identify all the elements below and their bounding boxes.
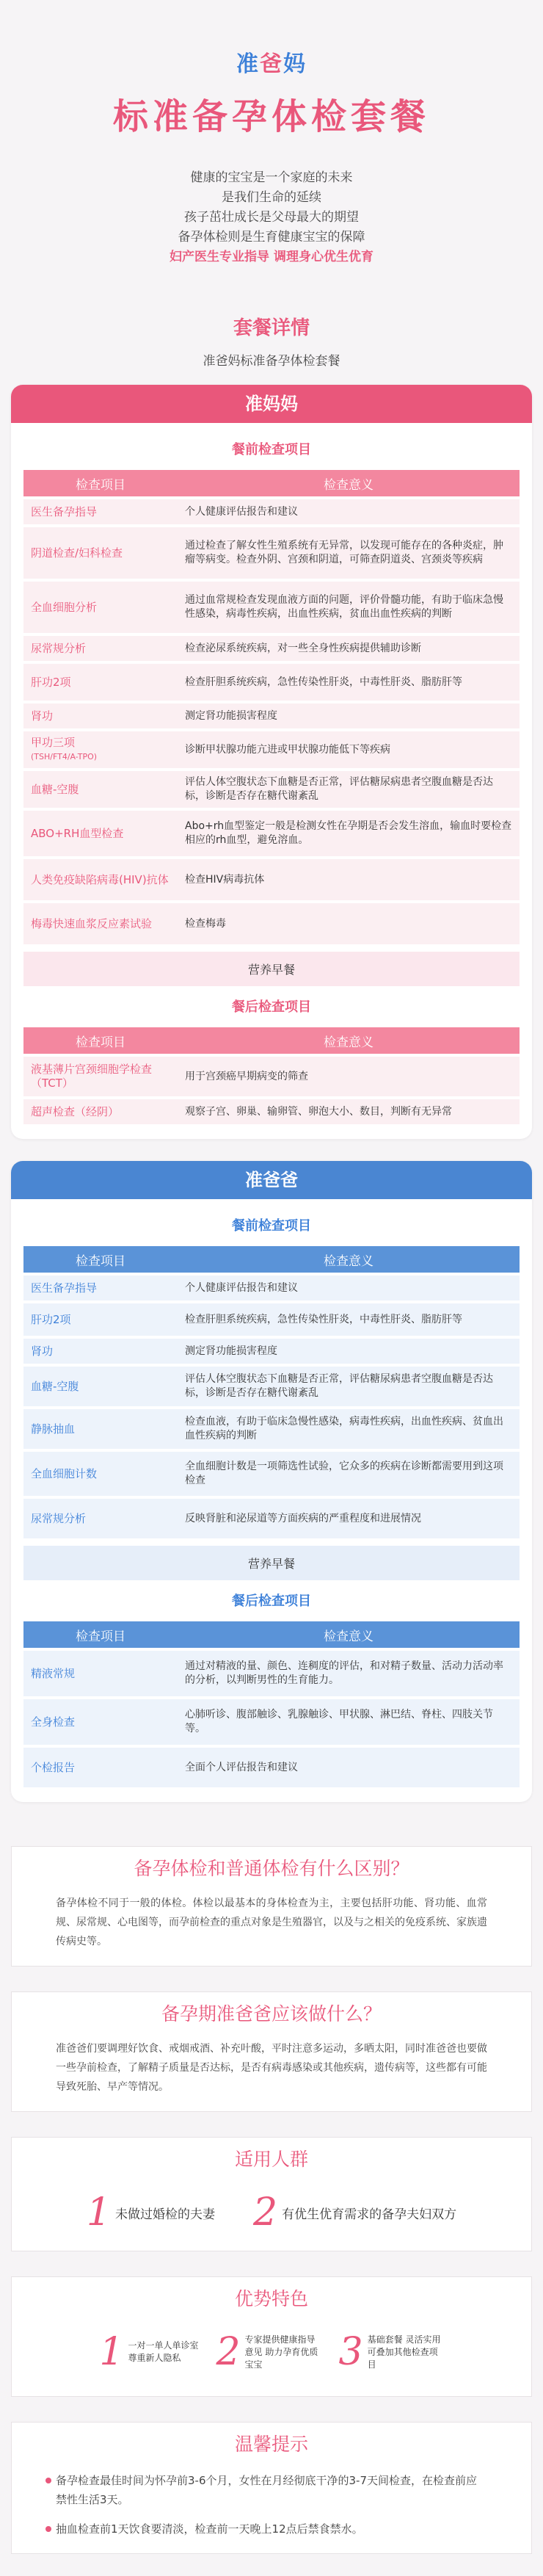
- item-text: 一对一单人单诊室 尊重新人隐私: [128, 2340, 199, 2363]
- brand-char-1: 准: [236, 51, 260, 77]
- table-row: [23, 859, 520, 900]
- row-meaning: Abo+rh血型鉴定一般是检测女性在孕期是否会发生溶血，输血时要检查相应的rh血型，避免溶血。: [178, 811, 520, 856]
- row-item-main: 甲功三项: [31, 736, 76, 749]
- row-meaning: 反映肾脏和泌尿道等方面疾病的严重程度和进展情况: [178, 1499, 520, 1538]
- row-item: 尿常规分析: [23, 1499, 178, 1538]
- suitable-item: [253, 2190, 456, 2235]
- table-row: [23, 1748, 520, 1787]
- slogan-line: 健康的宝宝是一个家庭的未来: [190, 170, 353, 185]
- item-text: 基础套餐 灵活实用 可叠加其他检查项目: [367, 2334, 441, 2370]
- row-item: ABO+RH血型检查: [23, 811, 178, 856]
- suitable-item: [87, 2190, 215, 2235]
- mom-card-title: 准妈妈: [11, 385, 532, 423]
- table-row: [23, 1409, 520, 1449]
- table-row: [23, 499, 520, 524]
- slogan-line: 是我们生命的延续: [222, 190, 321, 205]
- table-row: [23, 903, 520, 944]
- hero: [0, 0, 543, 369]
- slogan-line: 备孕体检则是生育健康宝宝的保障: [178, 230, 365, 245]
- col-meaning: 检查意义: [178, 1027, 520, 1054]
- dad-todo-title: 备孕期准爸爸应该做什么？: [161, 2003, 382, 2025]
- table-row: [23, 771, 520, 808]
- item-number: 2: [253, 2190, 278, 2235]
- row-item: 梅毒快速血浆反应素试验: [23, 903, 178, 944]
- table-row: [23, 1367, 520, 1406]
- row-meaning: 评估人体空腹状态下血糖是否正常，评估糖尿病患者空腹血糖是否达标，诊断是否存在糖代谢紊乱: [178, 771, 520, 808]
- brand-char-2: 爸: [260, 51, 283, 77]
- mom-pre-title: 餐前检查项目: [232, 442, 311, 457]
- mom-post-table: [23, 1024, 520, 1127]
- row-meaning: 通过检查了解女性生殖系统有无异常，以发现可能存在的各种炎症，肿瘤等病变。检查外阴、宫颈和阴道，可筛查阴道炎、宫颈炎等疾病: [178, 527, 520, 579]
- table-row: [23, 1276, 520, 1300]
- col-item: 检查项目: [23, 470, 178, 496]
- dad-nutrition: 营养早餐: [23, 1546, 520, 1580]
- package-subtitle: 准爸妈标准备孕体检套餐: [203, 354, 340, 369]
- table-row: [23, 1499, 520, 1538]
- table-row: [23, 1099, 520, 1124]
- row-item: 超声检查（经阴）: [23, 1099, 178, 1124]
- row-meaning: 检查梅毒: [178, 903, 520, 944]
- row-item: 肝功2项: [23, 1303, 178, 1336]
- diff-block: [11, 1846, 532, 1967]
- row-item: [23, 731, 178, 768]
- row-item: 医生备孕指导: [23, 499, 178, 524]
- bullet-dot-icon: [45, 2526, 51, 2532]
- row-item: 全身检查: [23, 1699, 178, 1745]
- row-item: 个检报告: [23, 1748, 178, 1787]
- col-meaning: 检查意义: [178, 1621, 520, 1648]
- row-meaning: 检查泌尿系统疾病，对一些全身性疾病提供辅助诊断: [178, 636, 520, 661]
- dad-todo-block: [11, 1991, 532, 2112]
- row-item: 阴道检查/妇科检查: [23, 527, 178, 579]
- bullet-dot-icon: [45, 2478, 51, 2483]
- tip-item: [12, 2519, 531, 2539]
- advantage-item: [99, 2330, 198, 2374]
- item-text: 未做过婚检的夫妻: [115, 2207, 215, 2222]
- dad-post-table: [23, 1618, 520, 1790]
- tips-block: [11, 2422, 532, 2554]
- row-meaning: 通过对精液的量、颜色、连稠度的评估，和对精子数量、活动力活动率的分析，以判断男性的生育能力。: [178, 1651, 520, 1696]
- dad-pre-title: 餐前检查项目: [232, 1218, 311, 1234]
- mom-post-title: 餐后检查项目: [232, 999, 311, 1015]
- row-meaning: 测定肾功能损害程度: [178, 703, 520, 728]
- item-number: 1: [86, 2190, 111, 2235]
- item-number: 3: [338, 2330, 363, 2374]
- dad-card: [11, 1161, 532, 1802]
- slogan-highlight: 妇产医生专业指导 调理身心优生优育: [170, 250, 373, 264]
- row-meaning: 个人健康评估报告和建议: [178, 499, 520, 524]
- row-item: 血糖-空腹: [23, 1367, 178, 1406]
- tips-title: 温馨提示: [234, 2434, 308, 2455]
- col-item: 检查项目: [23, 1027, 178, 1054]
- row-meaning: 通过血常规检查发现血液方面的问题，评价骨髓功能，有助于临床急慢性感染，病毒性疾病，出血性疾病，贫血出血性疾病的判断: [178, 582, 520, 633]
- advantage-title: 优势特色: [234, 2288, 308, 2309]
- bottom-spacer: [0, 2554, 543, 2576]
- brand-char-3: 妈: [283, 51, 307, 77]
- table-row: [23, 1303, 520, 1336]
- row-meaning: 用于宫颈癌早期病变的筛查: [178, 1057, 520, 1096]
- row-item: 静脉抽血: [23, 1409, 178, 1449]
- row-meaning: 心肺听诊、腹部触诊、乳腺触诊、甲状腺、淋巴结、脊柱、四肢关节等。: [178, 1699, 520, 1745]
- row-item-sub: (TSH/FT4/A-TPO): [31, 752, 98, 761]
- suitable-title: 适用人群: [234, 2149, 308, 2170]
- row-meaning: 评估人体空腹状态下血糖是否正常，评估糖尿病患者空腹血糖是否达标，诊断是否存在糖代谢紊乱: [178, 1367, 520, 1406]
- row-meaning: 全血细胞计数是一项筛选性试验，它众多的疾病在诊断都需要用到这项检查: [178, 1452, 520, 1496]
- row-item: 全血细胞计数: [23, 1452, 178, 1496]
- slogans: [0, 168, 543, 267]
- row-meaning: 全面个人评估报告和建议: [178, 1748, 520, 1787]
- row-item: 尿常规分析: [23, 636, 178, 661]
- row-meaning: 检查血液，有助于临床急慢性感染，病毒性疾病，出血性疾病、贫血出血性疾病的判断: [178, 1409, 520, 1449]
- package-title: 套餐详情: [233, 317, 310, 339]
- row-item: 肝功2项: [23, 664, 178, 701]
- table-row: [23, 527, 520, 579]
- row-item: 血糖-空腹: [23, 771, 178, 808]
- row-item: 液基薄片宫颈细胞学检查（TCT）: [23, 1057, 178, 1096]
- mom-pre-table: [23, 467, 520, 947]
- diff-title: 备孕体检和普通体检有什么区别？: [134, 1858, 409, 1879]
- suitable-block: [11, 2137, 532, 2251]
- item-number: 1: [99, 2330, 124, 2374]
- tip-text: 抽血检查前1天饮食要清淡，检查前一天晚上12点后禁食禁水。: [56, 2522, 363, 2536]
- row-meaning: 个人健康评估报告和建议: [178, 1276, 520, 1300]
- table-row: [23, 582, 520, 633]
- row-meaning: 检查肝胆系统疾病，急性传染性肝炎，中毒性肝炎、脂肪肝等: [178, 1303, 520, 1336]
- row-meaning: 检查肝胆系统疾病，急性传染性肝炎，中毒性肝炎、脂肪肝等: [178, 664, 520, 701]
- page-title: 标准备孕体检套餐: [112, 96, 430, 137]
- table-row: [23, 811, 520, 856]
- table-row: [23, 664, 520, 701]
- mom-card: [11, 385, 532, 1139]
- advantage-list: [12, 2321, 531, 2396]
- row-item: 精液常规: [23, 1651, 178, 1696]
- table-row: [23, 1452, 520, 1496]
- row-meaning: 测定肾功能损害程度: [178, 1339, 520, 1364]
- col-item: 检查项目: [23, 1621, 178, 1648]
- row-meaning: 检查HIV病毒抗体: [178, 859, 520, 900]
- advantage-block: [11, 2276, 532, 2397]
- dad-pre-table: [23, 1243, 520, 1541]
- table-row: [23, 1057, 520, 1096]
- advantage-item: [216, 2330, 321, 2374]
- table-row: [23, 703, 520, 728]
- dad-post-title: 餐后检查项目: [232, 1593, 311, 1609]
- brand-logo: [0, 46, 543, 78]
- row-meaning: 诊断甲状腺功能亢进或甲状腺功能低下等疾病: [178, 731, 520, 768]
- row-item: 全血细胞分析: [23, 582, 178, 633]
- row-item: 肾功: [23, 1339, 178, 1364]
- advantage-item: [339, 2330, 444, 2374]
- row-item: 医生备孕指导: [23, 1276, 178, 1300]
- tip-text: 备孕检查最佳时间为怀孕前3-6个月，女性在月经彻底干净的3-7天间检查，在检查前应禁性生活3天。: [56, 2474, 478, 2506]
- row-item: 肾功: [23, 703, 178, 728]
- col-item: 检查项目: [23, 1246, 178, 1273]
- table-row: [23, 1339, 520, 1364]
- col-meaning: 检查意义: [178, 470, 520, 496]
- table-row: [23, 1699, 520, 1745]
- item-text: 专家提供健康指导意见 助力孕育优质宝宝: [244, 2334, 318, 2370]
- table-row: [23, 731, 520, 768]
- col-meaning: 检查意义: [178, 1246, 520, 1273]
- dad-todo-text: 准爸爸们要调理好饮食、戒烟戒酒、补充叶酸，平时注意多运动，多晒太阳，同时准爸爸也要做一些孕前检查，了解精子质量是否达标，是否有病毒感染或其他疾病，遗传病等，这些都有可能导致死胎、早产等情况。: [56, 2043, 487, 2093]
- dad-card-title: 准爸爸: [11, 1161, 532, 1199]
- item-number: 2: [216, 2330, 241, 2374]
- mom-nutrition: 营养早餐: [23, 952, 520, 986]
- table-row: [23, 636, 520, 661]
- slogan-line: 孩子茁壮成长是父母最大的期望: [184, 210, 359, 225]
- item-text: 有优生优育需求的备孕夫妇双方: [282, 2207, 457, 2222]
- tip-item: [12, 2471, 531, 2509]
- diff-text: 备孕体检不同于一般的体检。体检以最基本的身体检查为主，主要包括肝功能、肾功能、血常规、尿常规、心电图等，而孕前检查的重点对象是生殖器官，以及与之相关的免疫系统、家族遗传病史等。: [56, 1897, 487, 1947]
- table-row: [23, 1651, 520, 1696]
- row-item: 人类免疫缺陷病毒(HIV)抗体: [23, 859, 178, 900]
- suitable-list: [12, 2182, 531, 2251]
- row-meaning: 观察子宫、卵巢、输卵管、卵泡大小、数目，判断有无异常: [178, 1099, 520, 1124]
